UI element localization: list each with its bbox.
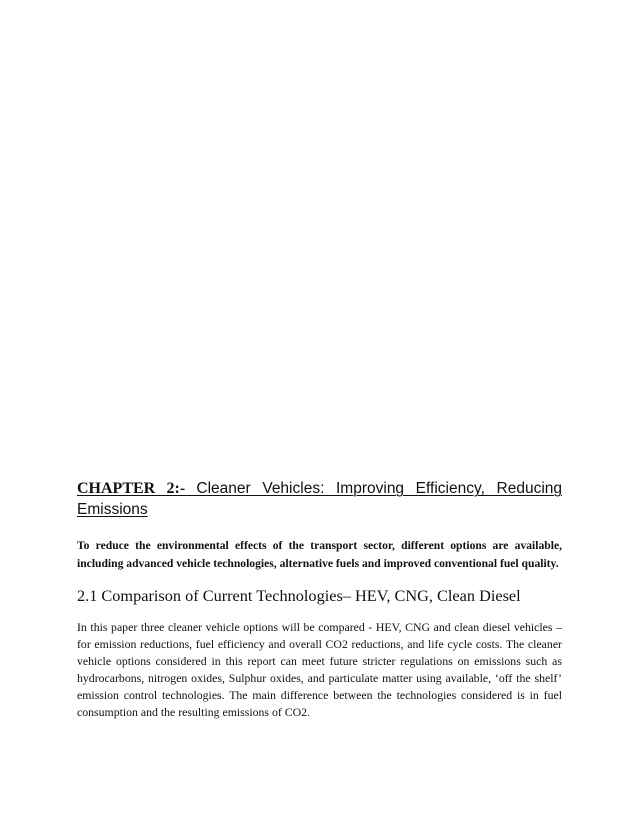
chapter-heading — [77, 478, 562, 520]
chapter-title: Cleaner Vehicles: Improving Efficiency, Reducing Emissions — [77, 480, 563, 518]
section-body-paragraph: In this paper three cleaner vehicle options will be compared - HEV, CNG and clean diesel vehicles – for emission reductions, fuel efficiency and overall CO2 reductions, and life cycle costs. The cleaner vehicle options considered in this report can meet future stricter regulations on emissions such as hydrocarbons, nitrogen oxides, Sulphur oxides, and particulate matter using available, ‘off the shelf’ emission control technologies. The main difference between the technologies considered is in fuel consumption and the resulting emissions of CO2. — [77, 620, 562, 719]
page-content — [77, 478, 562, 721]
intro-paragraph: To reduce the environmental effects of the transport sector, different options are available, including advanced vehicle technologies, alternative fuels and improved conventional fuel quality. — [77, 539, 562, 570]
section-heading: 2.1 Comparison of Current Technologies– HEV, CNG, Clean Diesel — [77, 586, 521, 605]
chapter-label: CHAPTER 2:- — [77, 480, 186, 497]
